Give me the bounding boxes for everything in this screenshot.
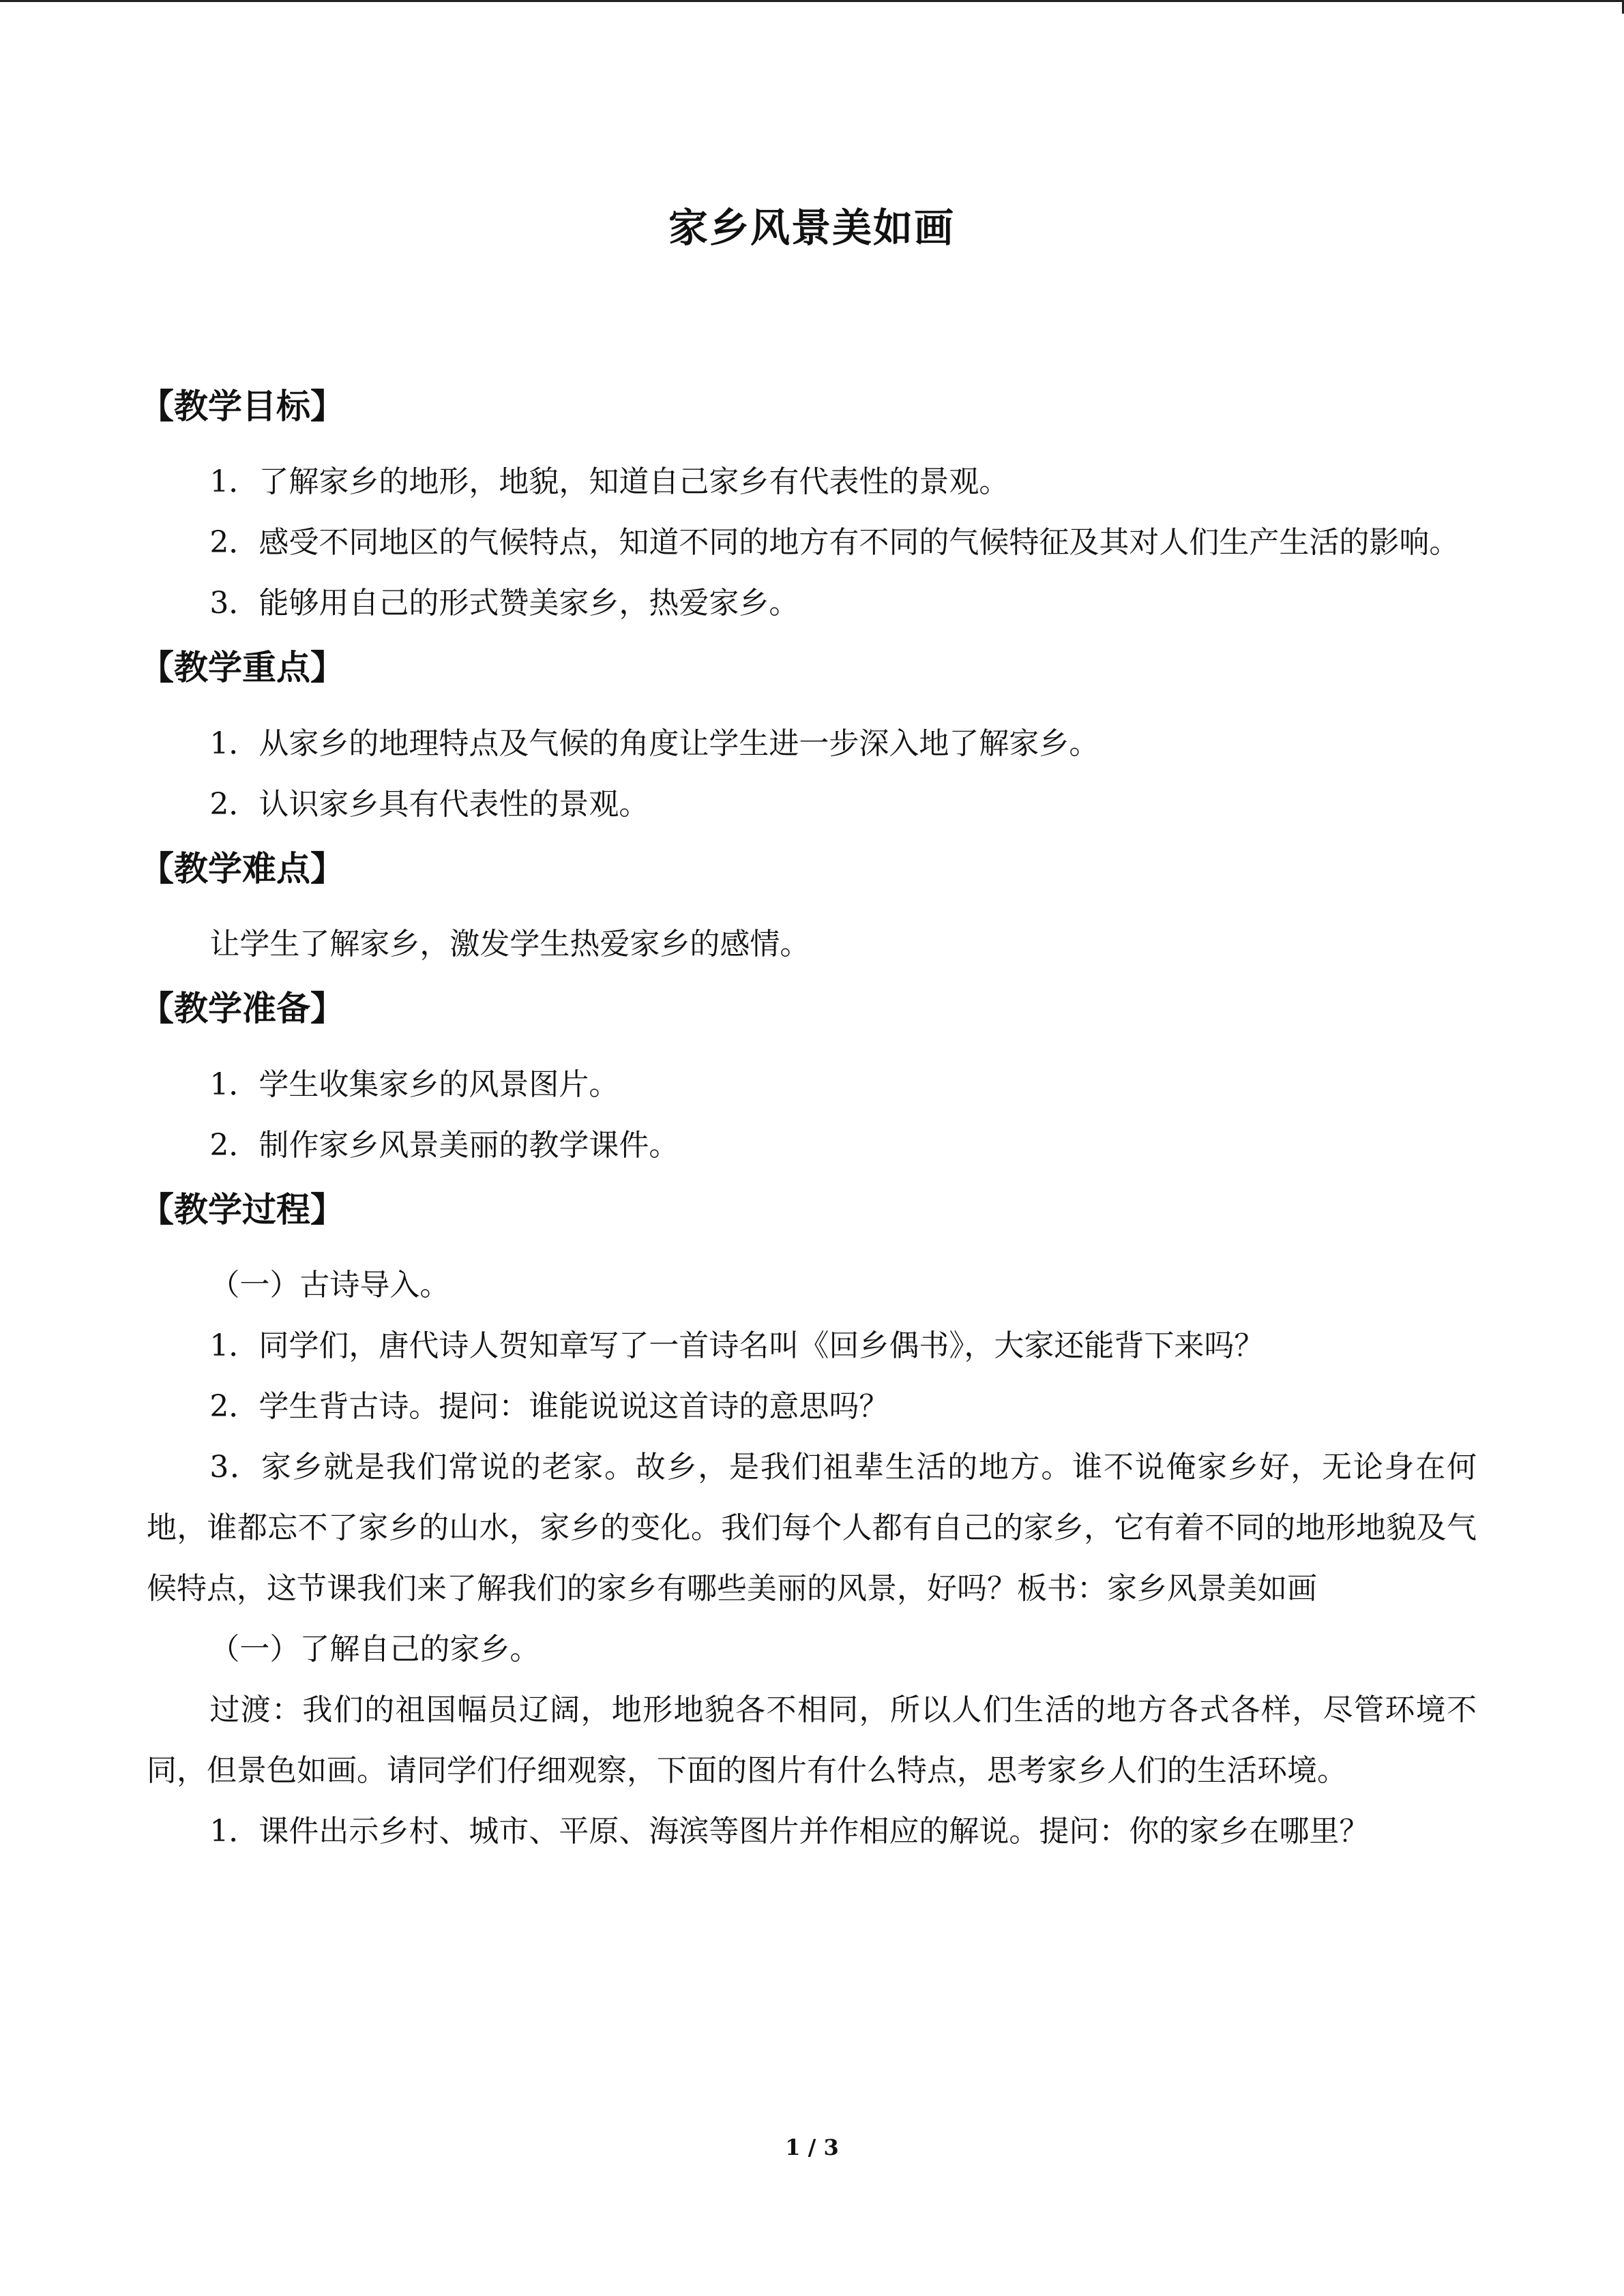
section-heading: 【教学准备】 [140,989,344,1029]
section-teaching-difficulty [140,844,1477,975]
document-body [140,205,1477,1871]
paragraph: 2．感受不同地区的气候特点，知道不同的地方有不同的气候特征及其对人们生产生活的影响。 [209,525,1460,561]
section-heading: 【教学目标】 [140,386,344,426]
section-teaching-preparation [140,984,1477,1176]
section-teaching-focus [140,643,1477,835]
page-top-border [0,0,1624,2]
page-number: 1 / 3 [785,2134,839,2160]
section-heading: 【教学难点】 [140,848,344,889]
section-heading: 【教学过程】 [140,1189,344,1229]
paragraph: （一）了解自己的家乡。 [209,1632,540,1667]
paragraph: 2．认识家乡具有代表性的景观。 [209,786,649,822]
paragraph: 1．学生收集家乡的风景图片。 [209,1067,619,1102]
paragraph: 1．同学们，唐代诗人贺知章写了一首诗名叫《回乡偶书》，大家还能背下来吗？ [209,1328,1265,1364]
paragraph: （一）古诗导入。 [209,1268,450,1303]
paragraph: 2．学生背古诗。提问：谁能说说这首诗的意思吗？ [209,1389,889,1425]
paragraph: 3．能够用自己的形式赞美家乡，热爱家乡。 [209,586,799,621]
section-heading: 【教学重点】 [140,648,344,688]
paragraph: 1．课件出示乡村、城市、平原、海滨等图片并作相应的解说。提问：你的家乡在哪里？ [209,1814,1370,1849]
section-teaching-objectives [140,382,1477,634]
paragraph: 3．家乡就是我们常说的老家。故乡，是我们祖辈生活的地方。谁不说俺家乡好，无论身在何地，谁都忘不了家乡的山水，家乡的变化。我们每个人都有自己的家乡，它有着不同的地形地貌及气候特点，这节课我们来了解我们的家乡有哪些美丽的风景，好吗？板书：家乡风景美如画 [147,1450,1477,1607]
paragraph: 1．了解家乡的地形，地貌，知道自己家乡有代表性的景观。 [209,464,1009,500]
paragraph: 让学生了解家乡，激发学生热爱家乡的感情。 [209,927,810,962]
paragraph: 2．制作家乡风景美丽的教学课件。 [209,1127,679,1163]
document-title: 家乡风景美如画 [668,205,955,251]
paragraph: 过渡：我们的祖国幅员辽阔，地形地貌各不相同，所以人们生活的地方各式各样，尽管环境不同，但景色如画。请同学们仔细观察，下面的图片有什么特点，思考家乡人们的生活环境。 [147,1693,1477,1789]
section-teaching-process [140,1185,1477,1862]
paragraph: 1．从家乡的地理特点及气候的角度让学生进一步深入地了解家乡。 [209,726,1099,761]
